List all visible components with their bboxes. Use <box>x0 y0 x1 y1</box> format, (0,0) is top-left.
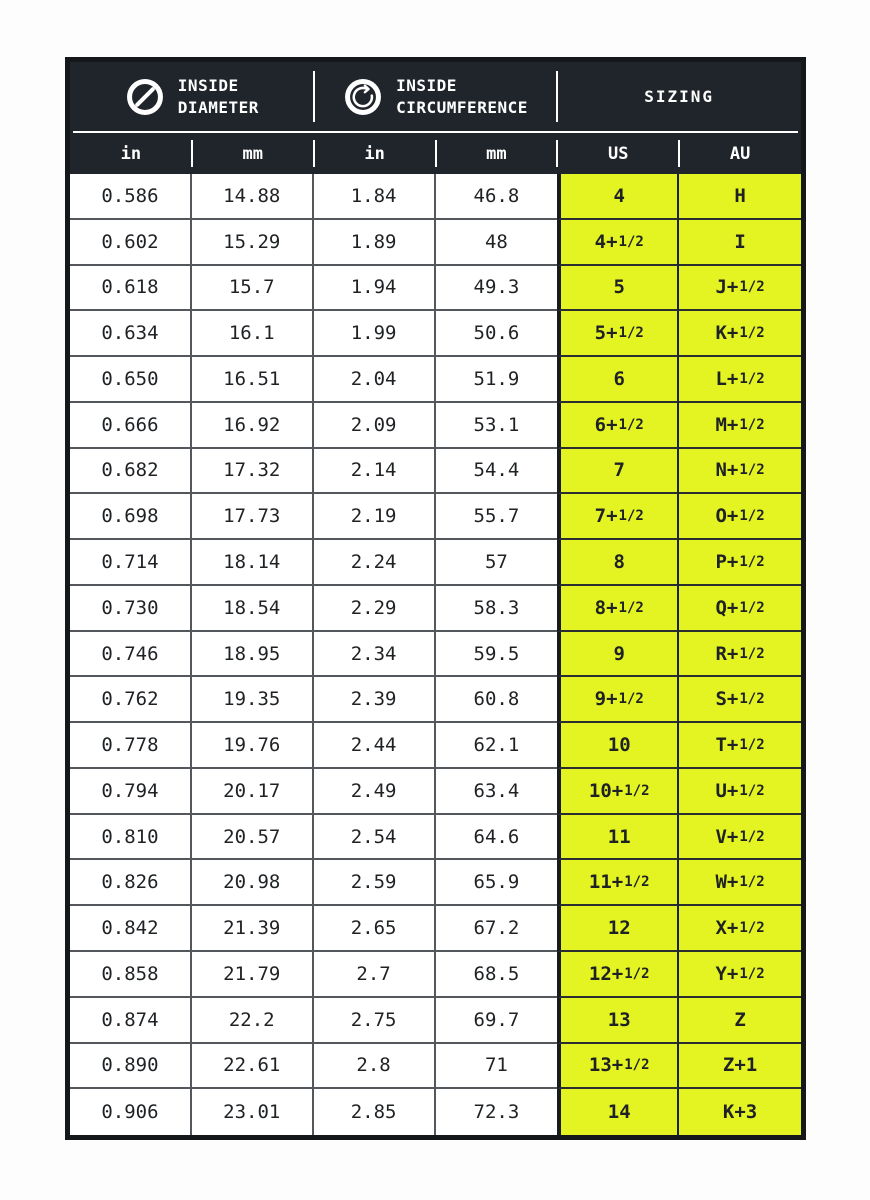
table-row <box>70 449 801 495</box>
cell-size-au: S+ 1/2 <box>679 677 801 723</box>
unit-size-us: US <box>557 133 679 174</box>
cell-diameter-in: 0.762 <box>70 677 192 723</box>
header-inside-circumference <box>314 62 558 131</box>
header-sizing <box>557 62 801 131</box>
cell-diameter-mm: 18.54 <box>192 586 314 632</box>
cell-diameter-in: 0.778 <box>70 723 192 769</box>
cell-size-au: T+ 1/2 <box>679 723 801 769</box>
cell-circumference-mm: 59.5 <box>436 632 558 678</box>
cell-size-us: 6 <box>557 357 679 403</box>
cell-size-au: W+ 1/2 <box>679 860 801 906</box>
table-row <box>70 494 801 540</box>
cell-diameter-in: 0.650 <box>70 357 192 403</box>
cell-size-us: 6+ 1/2 <box>557 403 679 449</box>
cell-diameter-mm: 19.76 <box>192 723 314 769</box>
cell-size-us: 11+ 1/2 <box>557 860 679 906</box>
table-row <box>70 769 801 815</box>
cell-size-au: M+ 1/2 <box>679 403 801 449</box>
header-label: INSIDE CIRCUMFERENCE <box>396 75 528 117</box>
table-row <box>70 906 801 952</box>
cell-diameter-mm: 17.32 <box>192 449 314 495</box>
table-row <box>70 586 801 632</box>
cell-diameter-mm: 22.2 <box>192 998 314 1044</box>
cell-circumference-in: 2.39 <box>314 677 436 723</box>
cell-size-us: 13+ 1/2 <box>557 1044 679 1090</box>
cell-circumference-in: 2.7 <box>314 952 436 998</box>
cell-circumference-in: 1.84 <box>314 174 436 220</box>
cell-diameter-mm: 18.95 <box>192 632 314 678</box>
cell-diameter-in: 0.858 <box>70 952 192 998</box>
cell-size-us: 10 <box>557 723 679 769</box>
cell-circumference-mm: 63.4 <box>436 769 558 815</box>
cell-circumference-mm: 50.6 <box>436 311 558 357</box>
cell-diameter-in: 0.714 <box>70 540 192 586</box>
cell-size-au: H <box>679 174 801 220</box>
cell-diameter-mm: 20.57 <box>192 815 314 861</box>
cell-size-au: N+ 1/2 <box>679 449 801 495</box>
cell-diameter-in: 0.634 <box>70 311 192 357</box>
cell-diameter-mm: 19.35 <box>192 677 314 723</box>
cell-size-us: 10+ 1/2 <box>557 769 679 815</box>
cell-size-us: 9+ 1/2 <box>557 677 679 723</box>
header-inside-diameter <box>70 62 314 131</box>
cell-size-au: K+3 <box>679 1089 801 1135</box>
cell-circumference-in: 2.34 <box>314 632 436 678</box>
cell-diameter-mm: 20.98 <box>192 860 314 906</box>
cell-size-us: 11 <box>557 815 679 861</box>
cell-circumference-mm: 53.1 <box>436 403 558 449</box>
cell-diameter-in: 0.666 <box>70 403 192 449</box>
cell-circumference-in: 2.29 <box>314 586 436 632</box>
cell-diameter-mm: 14.88 <box>192 174 314 220</box>
cell-circumference-mm: 57 <box>436 540 558 586</box>
table-row <box>70 1044 801 1090</box>
unit-diameter-mm: mm <box>192 133 314 174</box>
cell-circumference-in: 2.49 <box>314 769 436 815</box>
cell-diameter-mm: 17.73 <box>192 494 314 540</box>
table-row <box>70 998 801 1044</box>
cell-circumference-in: 2.24 <box>314 540 436 586</box>
cell-circumference-mm: 65.9 <box>436 860 558 906</box>
table-row <box>70 266 801 312</box>
cell-size-us: 12+ 1/2 <box>557 952 679 998</box>
cell-size-us: 8+ 1/2 <box>557 586 679 632</box>
cell-circumference-in: 2.59 <box>314 860 436 906</box>
cell-circumference-mm: 71 <box>436 1044 558 1090</box>
cell-diameter-mm: 16.1 <box>192 311 314 357</box>
cell-circumference-mm: 67.2 <box>436 906 558 952</box>
cell-size-us: 8 <box>557 540 679 586</box>
cell-diameter-mm: 16.51 <box>192 357 314 403</box>
cell-size-us: 12 <box>557 906 679 952</box>
cell-size-au: Y+ 1/2 <box>679 952 801 998</box>
ring-size-table <box>65 57 806 1140</box>
cell-diameter-in: 0.890 <box>70 1044 192 1090</box>
cell-circumference-mm: 72.3 <box>436 1089 558 1135</box>
cell-circumference-mm: 54.4 <box>436 449 558 495</box>
cell-circumference-in: 2.54 <box>314 815 436 861</box>
table-row <box>70 1089 801 1135</box>
cell-circumference-mm: 49.3 <box>436 266 558 312</box>
cell-circumference-in: 2.8 <box>314 1044 436 1090</box>
unit-size-au: AU <box>679 133 801 174</box>
cell-size-us: 5+ 1/2 <box>557 311 679 357</box>
cell-size-us: 13 <box>557 998 679 1044</box>
cell-diameter-in: 0.746 <box>70 632 192 678</box>
cell-size-au: R+ 1/2 <box>679 632 801 678</box>
cell-diameter-in: 0.794 <box>70 769 192 815</box>
cell-size-au: I <box>679 220 801 266</box>
cell-diameter-mm: 21.79 <box>192 952 314 998</box>
table-row <box>70 723 801 769</box>
table-row <box>70 220 801 266</box>
cell-diameter-in: 0.906 <box>70 1089 192 1135</box>
table-row <box>70 357 801 403</box>
cell-size-us: 9 <box>557 632 679 678</box>
table-row <box>70 540 801 586</box>
cell-size-au: L+ 1/2 <box>679 357 801 403</box>
cell-circumference-in: 2.75 <box>314 998 436 1044</box>
cell-size-us: 14 <box>557 1089 679 1135</box>
cell-diameter-mm: 15.29 <box>192 220 314 266</box>
cell-circumference-in: 2.85 <box>314 1089 436 1135</box>
cell-diameter-in: 0.682 <box>70 449 192 495</box>
unit-circumference-in: in <box>314 133 436 174</box>
table-body <box>70 174 801 1135</box>
cell-circumference-mm: 62.1 <box>436 723 558 769</box>
cell-diameter-mm: 20.17 <box>192 769 314 815</box>
cell-diameter-mm: 21.39 <box>192 906 314 952</box>
cell-circumference-mm: 58.3 <box>436 586 558 632</box>
cell-diameter-in: 0.618 <box>70 266 192 312</box>
table-row <box>70 632 801 678</box>
table-row <box>70 311 801 357</box>
cell-circumference-in: 2.44 <box>314 723 436 769</box>
cell-diameter-mm: 16.92 <box>192 403 314 449</box>
units-row <box>70 133 801 174</box>
header-divider <box>556 71 558 122</box>
cell-size-us: 4+ 1/2 <box>557 220 679 266</box>
cell-size-us: 7+ 1/2 <box>557 494 679 540</box>
cell-circumference-in: 1.99 <box>314 311 436 357</box>
header-label: SIZING <box>644 87 715 106</box>
table-row <box>70 952 801 998</box>
cell-circumference-in: 2.09 <box>314 403 436 449</box>
cell-size-au: Z <box>679 998 801 1044</box>
table-header <box>70 62 801 174</box>
cell-size-au: K+ 1/2 <box>679 311 801 357</box>
diameter-icon <box>125 77 165 117</box>
cell-circumference-in: 2.04 <box>314 357 436 403</box>
cell-circumference-in: 2.65 <box>314 906 436 952</box>
cell-diameter-mm: 18.14 <box>192 540 314 586</box>
cell-diameter-in: 0.698 <box>70 494 192 540</box>
header-divider <box>313 71 315 122</box>
circumference-icon <box>343 77 383 117</box>
cell-size-au: P+ 1/2 <box>679 540 801 586</box>
cell-size-au: Q+ 1/2 <box>679 586 801 632</box>
unit-diameter-in: in <box>120 143 142 164</box>
cell-circumference-in: 1.94 <box>314 266 436 312</box>
table-row <box>70 174 801 220</box>
table-row <box>70 860 801 906</box>
cell-circumference-in: 1.89 <box>314 220 436 266</box>
table-row <box>70 815 801 861</box>
cell-size-us: 7 <box>557 449 679 495</box>
unit-circumference-mm: mm <box>436 133 558 174</box>
cell-circumference-mm: 68.5 <box>436 952 558 998</box>
cell-size-au: O+ 1/2 <box>679 494 801 540</box>
header-label: INSIDE DIAMETER <box>177 75 259 117</box>
cell-diameter-mm: 22.61 <box>192 1044 314 1090</box>
cell-diameter-in: 0.826 <box>70 860 192 906</box>
cell-size-au: V+ 1/2 <box>679 815 801 861</box>
cell-diameter-mm: 15.7 <box>192 266 314 312</box>
cell-diameter-in: 0.874 <box>70 998 192 1044</box>
cell-circumference-mm: 55.7 <box>436 494 558 540</box>
cell-circumference-mm: 51.9 <box>436 357 558 403</box>
cell-size-au: Z+1 <box>679 1044 801 1090</box>
cell-diameter-in: 0.810 <box>70 815 192 861</box>
cell-circumference-mm: 69.7 <box>436 998 558 1044</box>
cell-diameter-mm: 23.01 <box>192 1089 314 1135</box>
cell-diameter-in: 0.602 <box>70 220 192 266</box>
header-title-row <box>70 62 801 131</box>
cell-diameter-in: 0.842 <box>70 906 192 952</box>
table-row <box>70 677 801 723</box>
cell-diameter-in: 0.730 <box>70 586 192 632</box>
cell-circumference-mm: 60.8 <box>436 677 558 723</box>
cell-size-au: J+ 1/2 <box>679 266 801 312</box>
cell-circumference-in: 2.14 <box>314 449 436 495</box>
cell-size-us: 4 <box>557 174 679 220</box>
table-row <box>70 403 801 449</box>
cell-circumference-mm: 46.8 <box>436 174 558 220</box>
cell-circumference-in: 2.19 <box>314 494 436 540</box>
cell-size-au: U+ 1/2 <box>679 769 801 815</box>
cell-size-us: 5 <box>557 266 679 312</box>
cell-circumference-mm: 48 <box>436 220 558 266</box>
cell-circumference-mm: 64.6 <box>436 815 558 861</box>
cell-diameter-in: 0.586 <box>70 174 192 220</box>
cell-size-au: X+ 1/2 <box>679 906 801 952</box>
